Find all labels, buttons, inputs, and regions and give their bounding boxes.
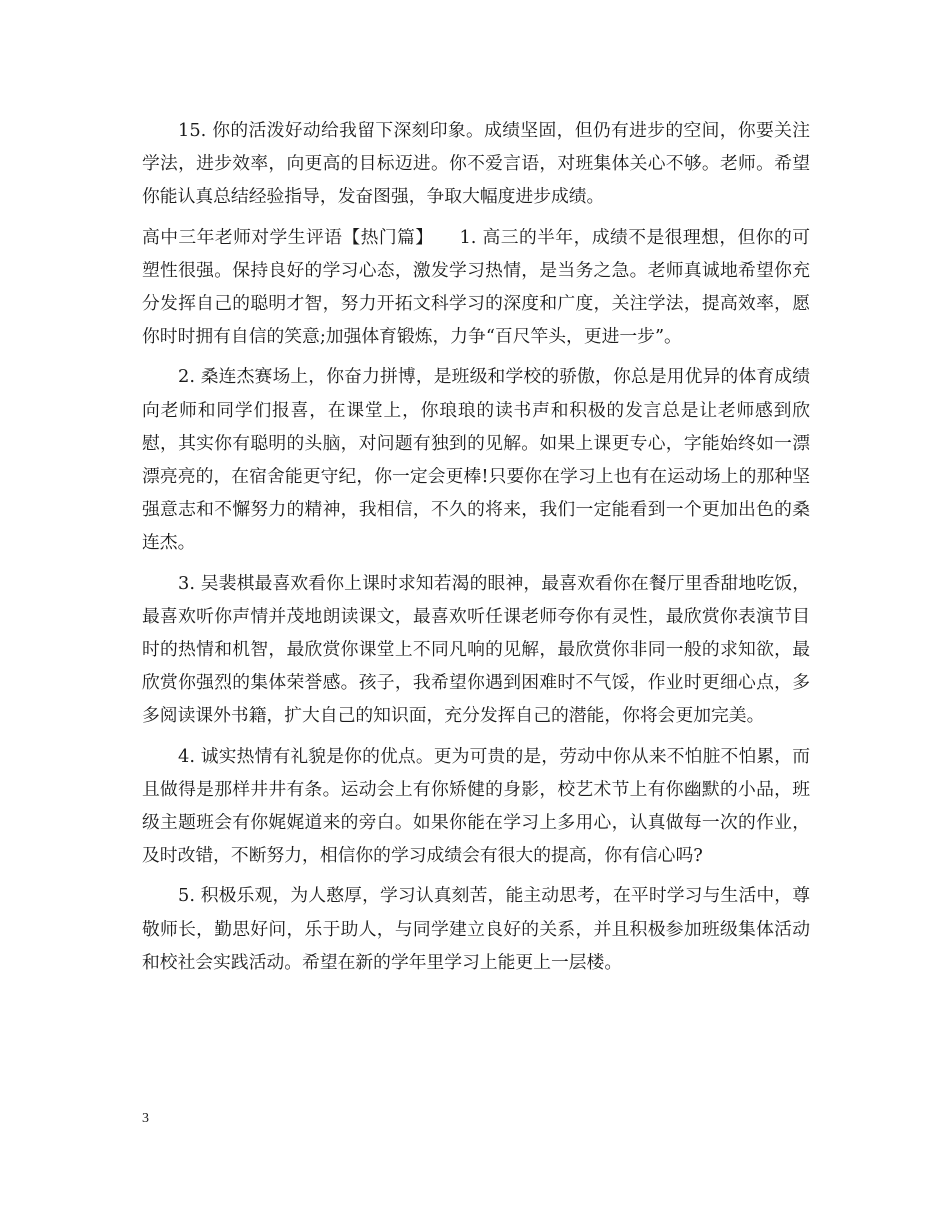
paragraph-1-with-section-title (142, 221, 810, 354)
section-title: 高中三年老师对学生评语【热门篇】 (142, 226, 434, 248)
paragraph-3: 3. 吴裴棋最喜欢看你上课时求知若渴的眼神，最喜欢看你在餐厅里香甜地吃饭，最喜欢听你声情并茂地朗读课文，最喜欢听任课老师夸你有灵性，最欣赏你表演节目时的热情和机智，最欣赏你课堂上不同凡响的见解，最欣赏你非同一般的求知欲，最欣赏你强烈的集体荣誉感。孩子，我希望你遇到困难时不气馁，作业时更细心点，多多阅读课外书籍，扩大自己的知识面，充分发挥自己的潜能，你将会更加完美。 (142, 572, 810, 727)
paragraph-15: 15. 你的活泼好动给我留下深刻印象。成绩坚固，但仍有进步的空间，你要关注学法，进步效率，向更高的目标迈进。你不爱言语，对班集体关心不够。老师。希望你能认真总结经验指导，发奋图强，争取大幅度进步成绩。 (142, 120, 810, 208)
paragraph-5: 5. 积极乐观，为人憨厚，学习认真刻苦，能主动思考，在平时学习与生活中，尊敬师长，勤思好问，乐于助人，与同学建立良好的关系，并且积极参加班级集体活动和校社会实践活动。希望在新的学年里学习上能更上一层楼。 (142, 885, 810, 973)
paragraph-1: 1. 高三的半年，成绩不是很理想，但你的可塑性很强。保持良好的学习心态，激发学习热情，是当务之急。老师真诚地希望你充分发挥自己的聪明才智，努力开拓文科学习的深度和广度，关注学法，提高效率，愿你时时拥有自信的笑意;加强体育锻炼，力争“百尺竿头，更进一步”。 (142, 226, 810, 348)
paragraph-4: 4. 诚实热情有礼貌是你的优点。更为可贵的是，劳动中你从来不怕脏不怕累，而且做得是那样井井有条。运动会上有你矫健的身影，校艺术节上有你幽默的小品，班级主题班会有你娓娓道来的旁白。如果你能在学习上多用心，认真做每一次的作业，及时改错，不断努力，相信你的学习成绩会有很大的提高，你有信心吗? (142, 745, 810, 867)
page-number: 3 (142, 1111, 149, 1126)
document-body (142, 114, 810, 986)
paragraph-2: 2. 桑连杰赛场上，你奋力拼博，是班级和学校的骄傲，你总是用优异的体育成绩向老师和同学们报喜，在课堂上，你琅琅的读书声和积极的发言总是让老师感到欣慰，其实你有聪明的头脑，对问题有独到的见解。如果上课更专心，字能始终如一漂漂亮亮的，在宿舍能更守纪，你一定会更棒!只要你在学习上也有在运动场上的那种坚强意志和不懈努力的精神，我相信，不久的将来，我们一定能看到一个更加出色的桑连杰。 (142, 366, 810, 554)
